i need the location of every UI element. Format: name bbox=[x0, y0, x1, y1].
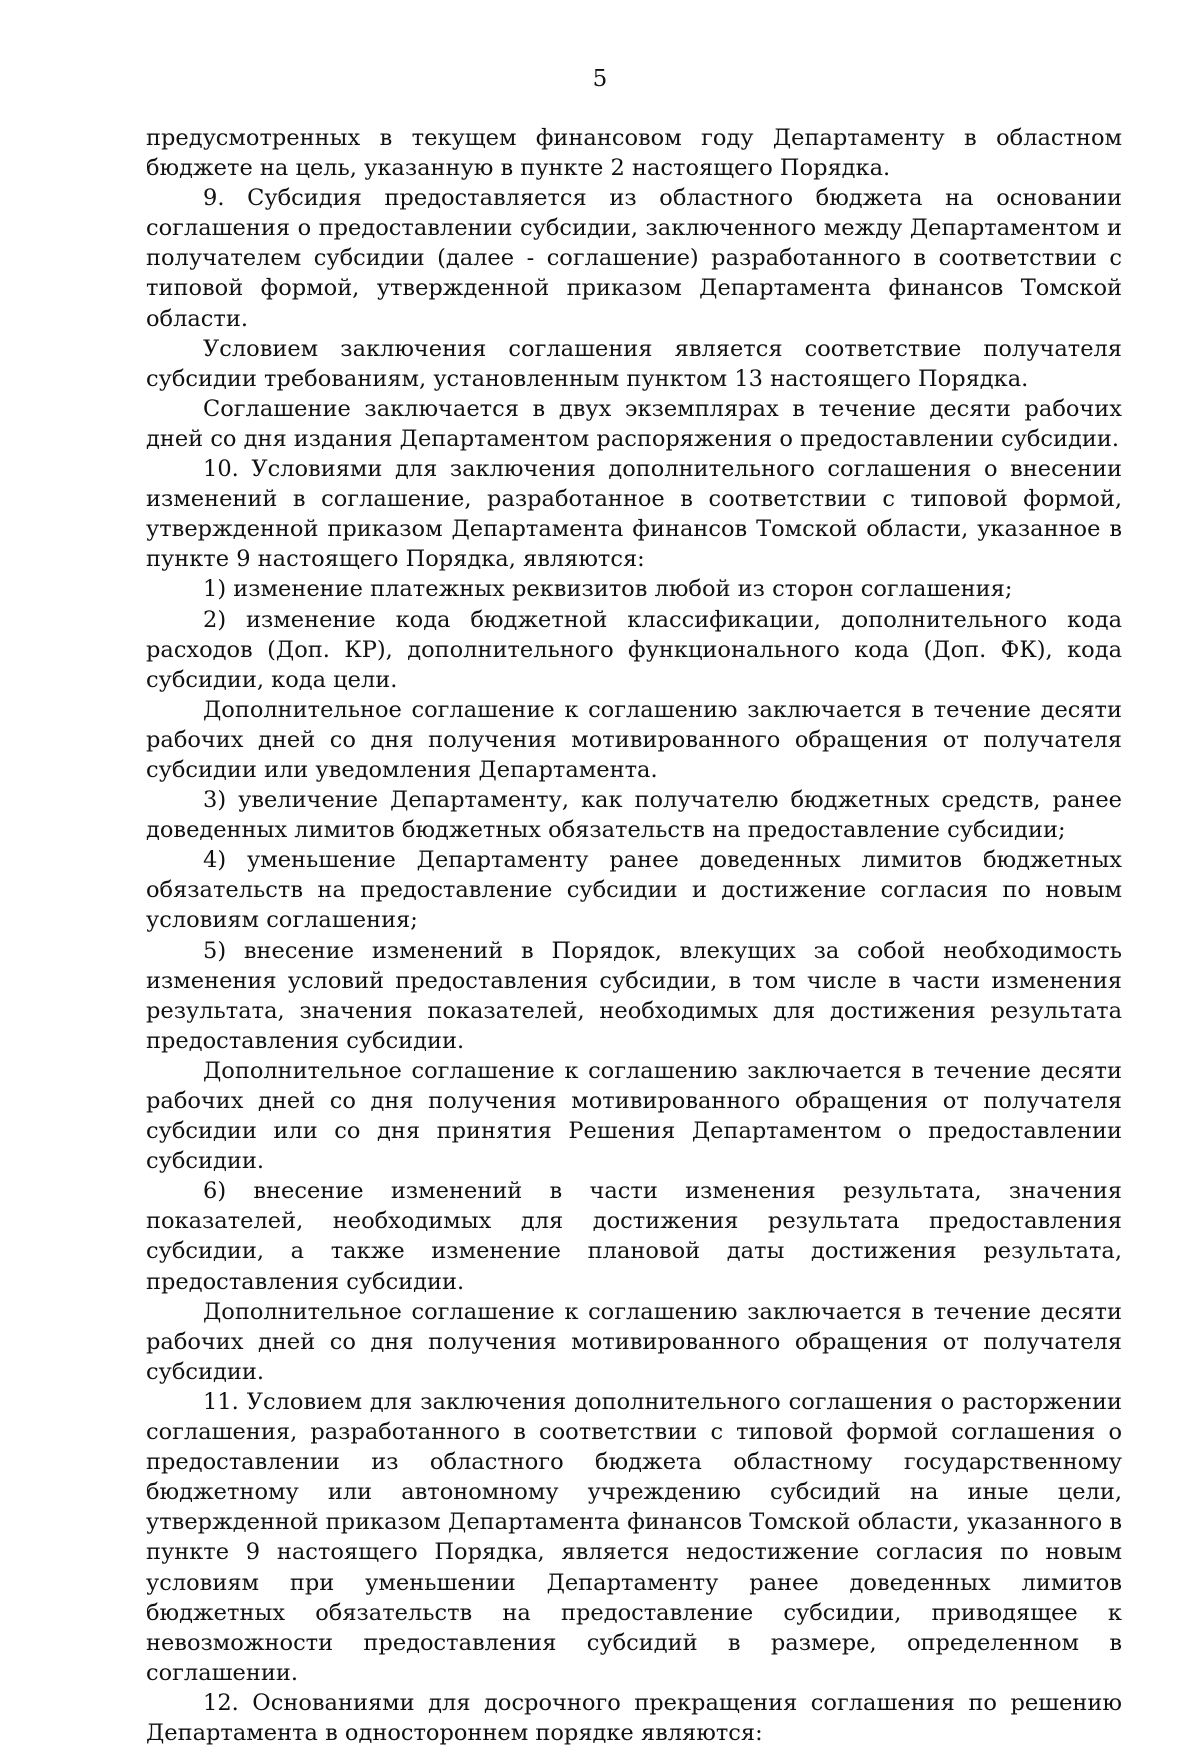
paragraph-continuation: предусмотренных в текущем финансовом году Департаменту в областном бюджете на цель, указанную в пункте 2 настоящего Порядка. bbox=[146, 125, 1122, 182]
paragraph-clause-12: 12. Основаниями для досрочного прекращения соглашения по решению Департамента в одностороннем порядке являются: bbox=[146, 1689, 1122, 1746]
paragraph-supplementary-term-2: Дополнительное соглашение к соглашению заключается в течение десяти рабочих дней со дня получения мотивированного обращения от получателя субсидии или со дня принятия Решения Департаментом о предоставлении субсидии. bbox=[146, 1057, 1122, 1175]
list-item-3: 3) увеличение Департаменту, как получателю бюджетных средств, ранее доведенных лимитов бюджетных обязательств на предоставление субсидии; bbox=[146, 787, 1122, 844]
paragraph-supplementary-term-1: Дополнительное соглашение к соглашению заключается в течение десяти рабочих дней со дня получения мотивированного обращения от получателя субсидии или уведомления Департамента. bbox=[146, 696, 1122, 783]
page-number: 5 bbox=[592, 66, 608, 92]
paragraph-supplementary-term-3: Дополнительное соглашение к соглашению заключается в течение десяти рабочих дней со дня получения мотивированного обращения от получателя субсидии. bbox=[146, 1298, 1122, 1385]
list-item-2: 2) изменение кода бюджетной классификации, дополнительного кода расходов (Доп. КР), дополнительного функционального кода (Доп. ФК), кода субсидии, кода цели. bbox=[146, 606, 1122, 693]
document-body bbox=[146, 123, 1122, 1748]
paragraph-clause-11: 11. Условием для заключения дополнительного соглашения о расторжении соглашения, разработанного в соответствии с типовой формой соглашения о предоставлении из областного бюджета областному государственному бюджетному или автономному учреждению субсидий на иные цели, утвержденной приказом Департамента финансов Томской области, указанного в пункте 9 настоящего Порядка, является недостижение согласия по новым условиям при уменьшении Департаменту ранее доведенных лимитов бюджетных обязательств на предоставление субсидии, приводящее к невозможности предоставления субсидий в размере, определенном в соглашении. bbox=[146, 1388, 1122, 1686]
list-item-1: 1) изменение платежных реквизитов любой из сторон соглашения; bbox=[203, 576, 1013, 603]
paragraph-agreement-copies: Соглашение заключается в двух экземплярах в течение десяти рабочих дней со дня издания Департаментом распоряжения о предоставлении субсидии. bbox=[146, 395, 1122, 452]
list-item-5: 5) внесение изменений в Порядок, влекущих за собой необходимость изменения условий предоставления субсидии, в том числе в части изменения результата, значения показателей, необходимых для достижения результата предоставления субсидии. bbox=[146, 937, 1122, 1054]
paragraph-clause-10: 10. Условиями для заключения дополнительного соглашения о внесении изменений в соглашение, разработанное в соответствии с типовой формой, утвержденной приказом Департамента финансов Томской области, указанное в пункте 9 настоящего Порядка, являются: bbox=[146, 456, 1122, 573]
paragraph-agreement-condition: Условием заключения соглашения является соответствие получателя субсидии требованиям, установленным пунктом 13 настоящего Порядка. bbox=[146, 335, 1122, 392]
list-item-6: 6) внесение изменений в части изменения результата, значения показателей, необходимых для достижения результата предоставления субсидии, а также изменение плановой даты достижения результата, предоставления субсидии. bbox=[146, 1178, 1122, 1295]
paragraph-clause-9: 9. Субсидия предоставляется из областного бюджета на основании соглашения о предоставлении субсидии, заключенного между Департаментом и получателем субсидии (далее - соглашение) разработанного в соответствии с типовой формой, утвержденной приказом Департамента финансов Томской области. bbox=[146, 185, 1122, 332]
list-item-4: 4) уменьшение Департаменту ранее доведенных лимитов бюджетных обязательств на предоставление субсидии и достижение согласия по новым условиям соглашения; bbox=[146, 847, 1122, 934]
